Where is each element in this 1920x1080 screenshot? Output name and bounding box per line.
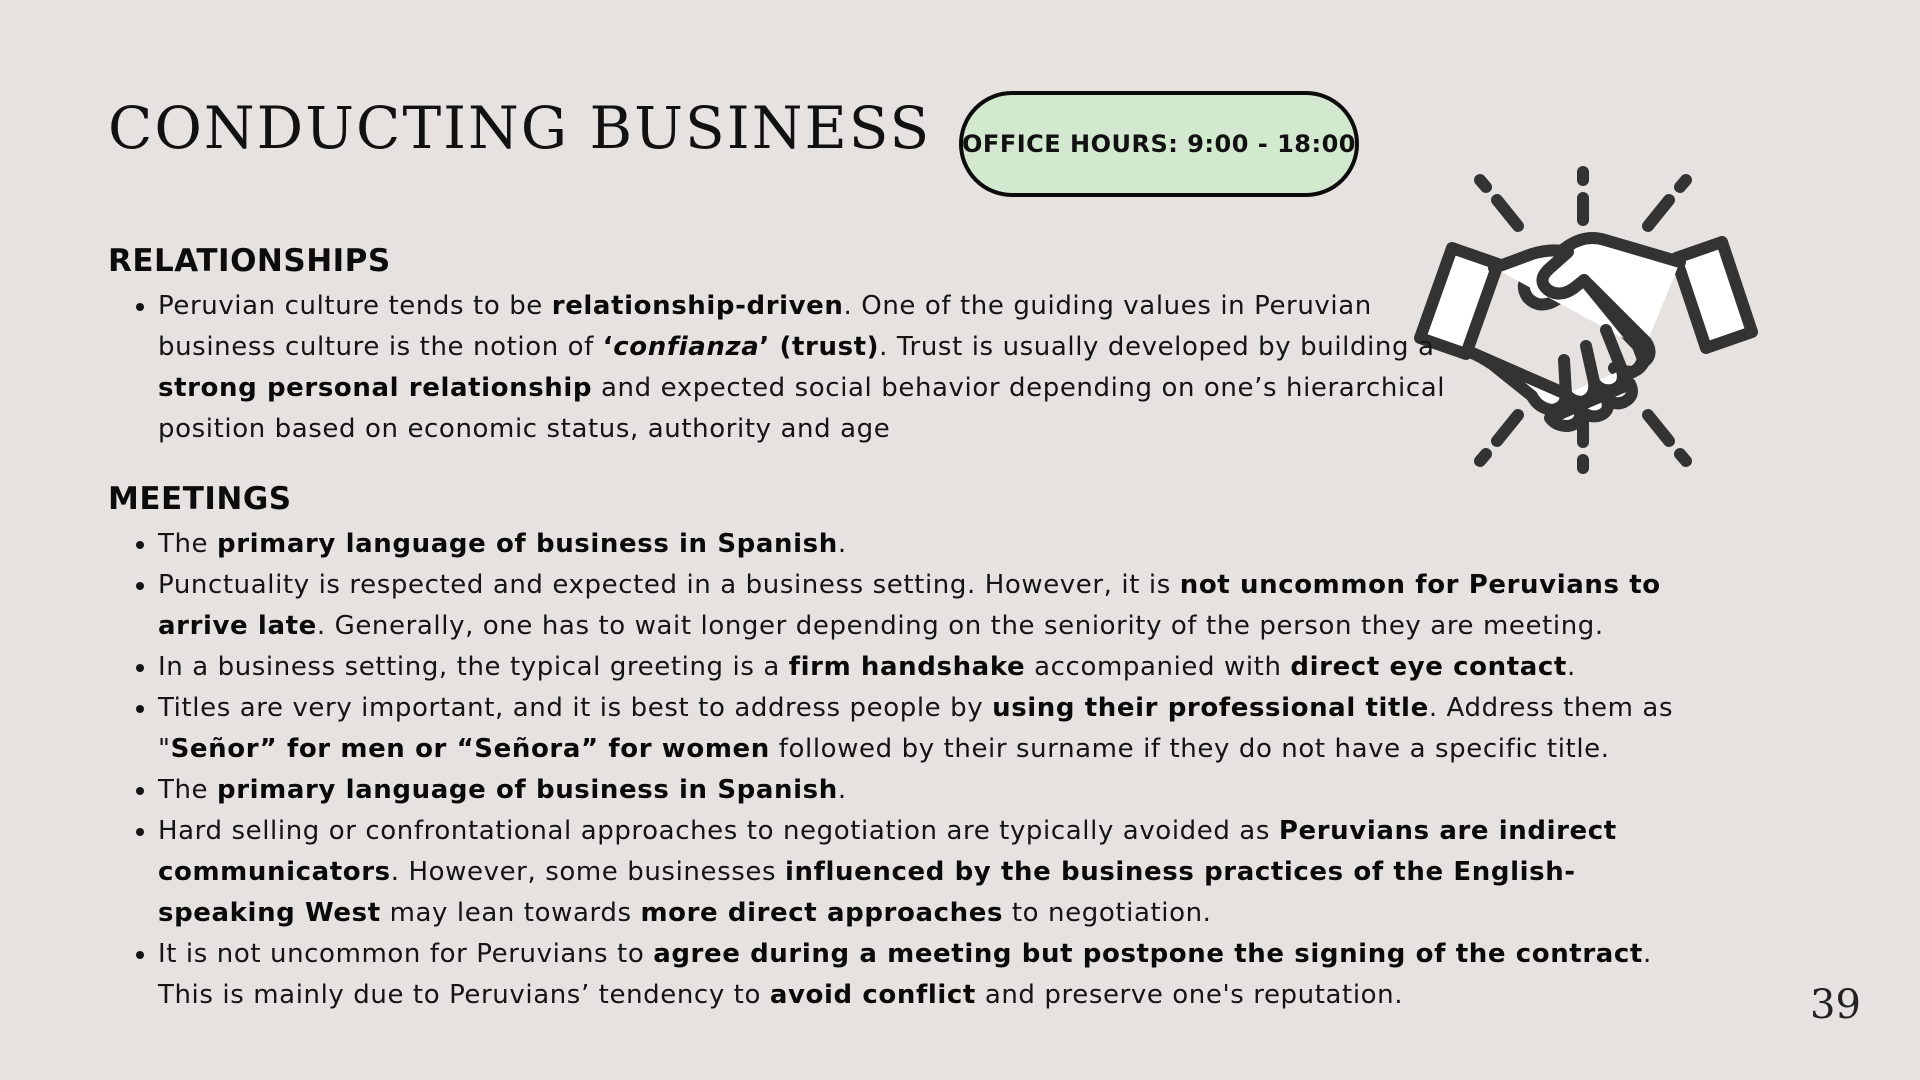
body-text: In a business setting, the typical greeting is a: [158, 652, 789, 682]
body-text: Peruvian culture tends to be: [158, 291, 552, 321]
body-text: to negotiation.: [1003, 898, 1212, 928]
body-text: . Address them as ": [158, 693, 1674, 764]
emphasis-text: ’ (trust): [759, 332, 880, 362]
meetings-heading: MEETINGS: [108, 481, 292, 517]
relationships-list: [108, 286, 1478, 450]
emphasis-text: primary language of business in Spanish: [217, 529, 838, 559]
body-text: . Generally, one has to wait longer depending on the seniority of the person they are meeting.: [316, 611, 1604, 641]
body-text: . This is mainly due to Peruvians’ tendency to: [158, 939, 1652, 1010]
bullet-item: [158, 286, 1478, 450]
emphasis-text: firm handshake: [788, 652, 1026, 682]
emphasis-text: avoid conflict: [769, 980, 976, 1010]
emphasis-text: direct eye contact: [1290, 652, 1567, 682]
slide-title: CONDUCTING BUSINESS: [108, 94, 932, 162]
page-number: 39: [1810, 982, 1861, 1028]
bullet-item: [158, 688, 1708, 770]
body-text: . Trust is usually developed by building a: [879, 332, 1435, 362]
body-text: The: [158, 775, 218, 805]
body-text: and expected social behavior depending on one’s hierarchical position based on economic status, authority and age: [158, 373, 1446, 444]
emphasis-text: strong personal relationship: [158, 373, 593, 403]
emphasis-text: using their professional title: [992, 693, 1429, 723]
meetings-list: [108, 524, 1708, 1016]
body-text: Punctuality is respected and expected in a business setting. However, it is: [158, 570, 1180, 600]
emphasis-text: Peruvians are indirect communicators: [158, 816, 1617, 887]
emphasis-text: not uncommon for Peruvians to arrive late: [158, 570, 1661, 641]
emphasis-text: primary language of business in Spanish: [217, 775, 838, 805]
body-text: accompanied with: [1025, 652, 1291, 682]
bullet-item: [158, 811, 1708, 934]
body-text: followed by their surname if they do not have a specific title.: [769, 734, 1610, 764]
emphasis-text: [613, 332, 759, 362]
relationships-heading: RELATIONSHIPS: [108, 243, 391, 279]
body-text: .: [1566, 652, 1576, 682]
body-text: may lean towards: [380, 898, 641, 928]
body-text: Hard selling or confrontational approaches to negotiation are typically avoided as: [158, 816, 1279, 846]
meetings-section: [108, 478, 1708, 1016]
body-text: It is not uncommon for Peruvians to: [158, 939, 654, 969]
emphasis-text: ‘: [602, 332, 614, 362]
emphasis-text: agree during a meeting but postpone the signing of the contract: [653, 939, 1643, 969]
body-text: .: [837, 529, 847, 559]
body-text: . One of the guiding values in Peruvian business culture is the notion of: [158, 291, 1372, 362]
body-text: .: [837, 775, 847, 805]
bullet-item: [158, 647, 1708, 688]
emphasis-text: Señor” for men or “Señora” for women: [170, 734, 770, 764]
relationships-section: [108, 240, 1708, 450]
bullet-item: [158, 565, 1708, 647]
body-text: The: [158, 529, 218, 559]
body-text: Titles are very important, and it is best to address people by: [158, 693, 993, 723]
bullet-item: [158, 770, 1708, 811]
bullet-item: [158, 524, 1708, 565]
emphasis-text: relationship-driven: [551, 291, 844, 321]
body-text: . However, some businesses: [390, 857, 785, 887]
body-text: and preserve one's reputation.: [975, 980, 1404, 1010]
emphasis-text: more direct approaches: [640, 898, 1004, 928]
office-hours-badge: OFFICE HOURS: 9:00 - 18:00: [959, 91, 1359, 197]
bullet-item: [158, 934, 1708, 1016]
emphasis-text: influenced by the business practices of the English-speaking West: [158, 857, 1576, 928]
bold-italic-text: confianza: [613, 332, 760, 362]
